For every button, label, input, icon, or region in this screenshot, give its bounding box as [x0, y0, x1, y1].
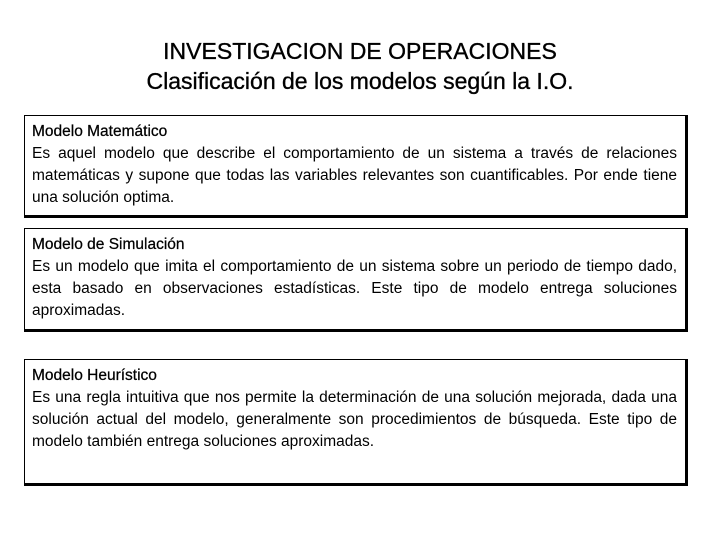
model-box-simulacion	[24, 228, 688, 332]
model-heading: Modelo Matemático	[32, 123, 168, 140]
model-box-heuristico	[24, 359, 688, 486]
model-heading: Modelo de Simulación	[32, 236, 185, 253]
title-line-1: INVESTIGACION DE OPERACIONES	[163, 38, 557, 64]
page-title	[0, 36, 720, 96]
model-heading: Modelo Heurístico	[32, 367, 157, 384]
model-description: Es una regla intuitiva que nos permite la determinación de una solución mejorada, dada una solución actual del modelo, generalmente son procedimientos de búsqueda. Este tipo de modelo también entrega soluciones aproximadas.	[32, 389, 677, 450]
title-line-2: Clasificación de los modelos según la I.O.	[146, 68, 574, 94]
model-box-matematico	[24, 115, 688, 218]
model-description: Es un modelo que imita el comportamiento de un sistema sobre un periodo de tiempo dado, esta basado en observaciones estadísticas. Este tipo de modelo entrega soluciones aproximadas.	[32, 258, 677, 319]
model-description: Es aquel modelo que describe el comportamiento de un sistema a través de relaciones matemáticas y supone que todas las variables relevantes son cuantificables. Por ende tiene una solución optima.	[32, 145, 677, 206]
